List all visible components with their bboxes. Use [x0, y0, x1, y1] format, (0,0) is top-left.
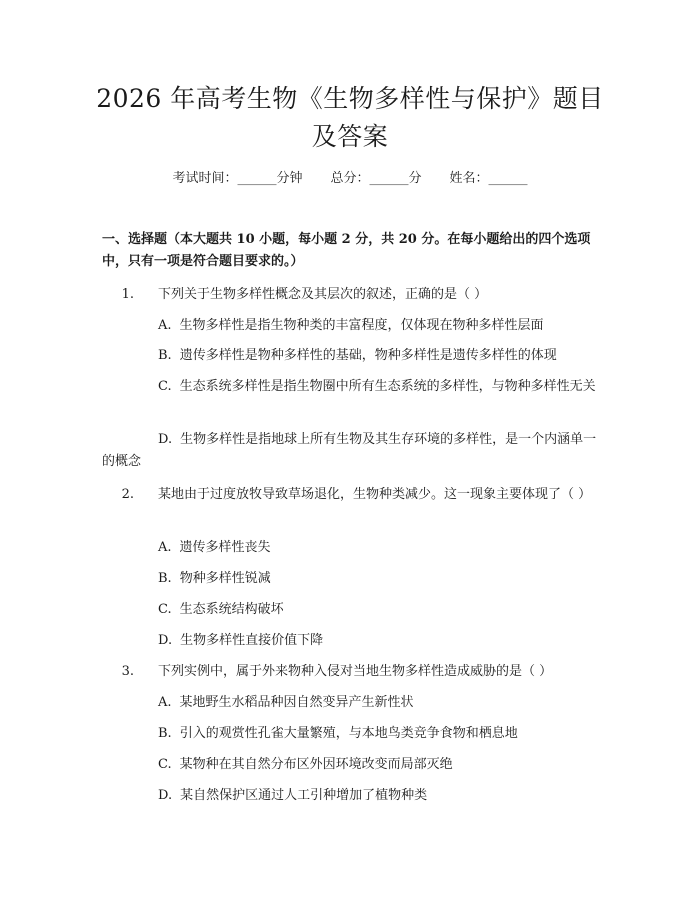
exam-meta	[0, 167, 700, 186]
title-line-2: 及答案	[311, 122, 389, 151]
question-text: 下列关于生物多样性概念及其层次的叙述，正确的是（ ）	[158, 287, 488, 302]
question-text: 某地由于过度放牧导致草场退化，生物种类减少。这一现象主要体现了（ ）	[158, 487, 592, 502]
option-letter: A.	[158, 318, 172, 333]
option-letter: C.	[158, 757, 172, 772]
question-text: 下列实例中，属于外来物种入侵对当地生物多样性造成威胁的是（ ）	[158, 664, 553, 679]
student-name-label: 姓名：______	[449, 171, 528, 186]
option-letter: D.	[158, 432, 173, 447]
option-text: 生物多样性直接价值下降	[180, 633, 324, 648]
total-score-label: 总分：______分	[330, 171, 422, 186]
option-letter: A.	[158, 695, 172, 710]
option-text: 物种多样性锐减	[179, 571, 271, 586]
answer-option	[102, 723, 597, 745]
option-text: 引入的观赏性孔雀大量繁殖，与本地鸟类竞争食物和栖息地	[179, 726, 518, 741]
question-number: 3.	[121, 664, 134, 679]
option-text: 遗传多样性是物种多样性的基础，物种多样性是遗传多样性的体现	[179, 348, 557, 363]
answer-option	[102, 568, 597, 590]
answer-option	[102, 599, 597, 621]
answer-option	[102, 537, 597, 559]
option-text: 某物种在其自然分布区外因环境改变而局部灭绝	[179, 757, 453, 772]
question-stem	[102, 284, 597, 306]
question-stem	[102, 484, 597, 506]
exam-time-label: 考试时间：______分钟	[172, 171, 303, 186]
option-text: 生态系统结构破坏	[179, 602, 284, 617]
option-text: 遗传多样性丧失	[179, 540, 271, 555]
question-number: 1.	[121, 287, 134, 302]
option-letter: B.	[158, 571, 172, 586]
option-letter: D.	[158, 788, 173, 803]
answer-option	[102, 630, 597, 652]
option-letter: D.	[158, 633, 173, 648]
option-letter: A.	[158, 540, 172, 555]
option-text: 某自然保护区通过人工引种增加了植物种类	[180, 788, 428, 803]
answer-option	[102, 692, 597, 714]
answer-option	[102, 315, 597, 337]
option-letter: B.	[158, 726, 172, 741]
option-letter: C.	[158, 379, 172, 394]
title-line-1: 2026 年高考生物《生物多样性与保护》题目	[96, 84, 604, 113]
option-letter: B.	[158, 348, 172, 363]
answer-option	[102, 785, 597, 807]
option-text: 某地野生水稻品种因自然变异产生新性状	[179, 695, 414, 710]
question-stem	[102, 661, 597, 683]
option-text: 生物多样性是指地球上所有生物及其生存环境的多样性，是一个内涵单一的概念	[102, 432, 597, 469]
option-letter: C.	[158, 602, 172, 617]
section-heading: 一、选择题（本大题共 10 小题，每小题 2 分，共 20 分。在每小题给出的四个选项中，只有一项是符合题目要求的。）	[102, 232, 591, 269]
answer-option	[102, 429, 597, 473]
question-number: 2.	[121, 487, 134, 502]
document-title	[90, 80, 610, 156]
answer-option	[102, 376, 597, 398]
answer-option	[102, 754, 597, 776]
option-text: 生态系统多样性是指生物圈中所有生态系统的多样性，与物种多样性无关	[179, 379, 596, 394]
answer-option	[102, 345, 597, 367]
option-text: 生物多样性是指生物种类的丰富程度，仅体现在物种多样性层面	[179, 318, 544, 333]
